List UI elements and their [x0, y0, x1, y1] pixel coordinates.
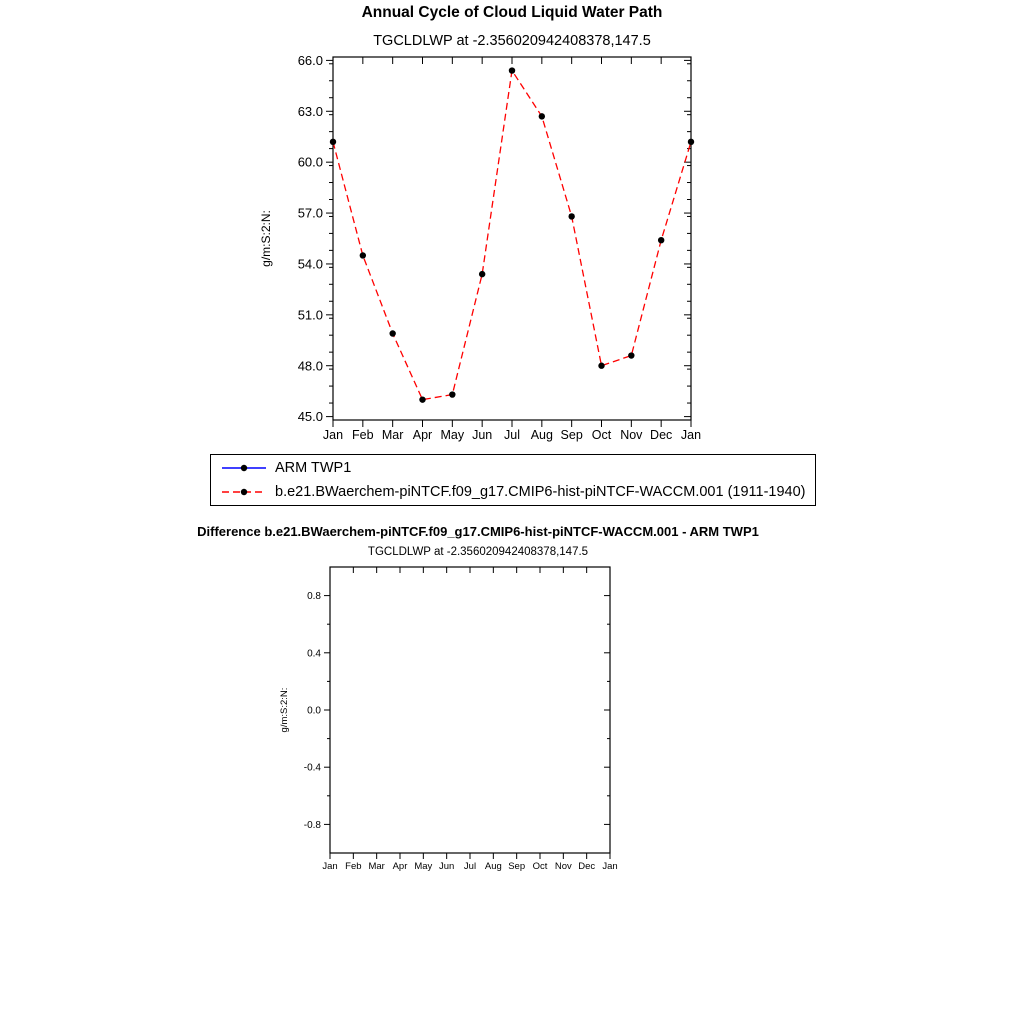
svg-text:Jun: Jun [472, 428, 493, 442]
legend-marker-solid-line-icon [219, 461, 269, 475]
svg-text:Oct: Oct [591, 428, 612, 442]
svg-text:Nov: Nov [554, 861, 572, 872]
svg-text:54.0: 54.0 [297, 256, 323, 272]
svg-text:Sep: Sep [508, 861, 526, 872]
svg-text:g/m:S:2:N:: g/m:S:2:N: [279, 687, 290, 733]
difference-title: Difference b.e21.BWaerchem-piNTCF.f09_g17.CMIP6-hist-piNTCF-WACCM.001 - ARM TWP1 [197, 524, 759, 539]
svg-text:Jun: Jun [439, 861, 455, 872]
legend-box [210, 454, 816, 506]
legend-label-arm-twp1: ARM TWP1 [275, 460, 352, 476]
annual-cycle-title: Annual Cycle of Cloud Liquid Water Path [361, 4, 663, 21]
svg-text:Mar: Mar [381, 428, 404, 442]
svg-text:Dec: Dec [578, 861, 596, 872]
svg-text:-0.4: -0.4 [303, 762, 321, 774]
svg-text:Aug: Aug [484, 861, 502, 872]
svg-text:51.0: 51.0 [297, 307, 323, 323]
svg-text:63.0: 63.0 [297, 103, 323, 119]
svg-text:Jan: Jan [680, 428, 702, 442]
svg-text:May: May [414, 861, 433, 872]
annual-cycle-plot [250, 50, 720, 450]
svg-text:Oct: Oct [532, 861, 548, 872]
legend-label-model: b.e21.BWaerchem-piNTCF.f09_g17.CMIP6-hist-piNTCF-WACCM.001 (1911-1940) [275, 484, 806, 500]
svg-text:66.0: 66.0 [297, 52, 323, 68]
svg-text:Jan: Jan [322, 428, 344, 442]
svg-text:60.0: 60.0 [297, 154, 323, 170]
legend-entry-model [219, 480, 815, 504]
difference-plot [270, 560, 630, 880]
svg-text:-0.8: -0.8 [303, 819, 321, 831]
svg-text:0.0: 0.0 [307, 705, 321, 717]
svg-text:48.0: 48.0 [297, 358, 323, 374]
svg-text:Jan: Jan [602, 861, 618, 872]
annual-cycle-subtitle: TGCLDLWP at -2.356020942408378,147.5 [373, 33, 651, 49]
svg-text:g/m:S:2:N:: g/m:S:2:N: [259, 210, 273, 267]
svg-text:Sep: Sep [560, 428, 583, 442]
svg-text:57.0: 57.0 [297, 205, 323, 221]
svg-text:Feb: Feb [345, 861, 362, 872]
svg-text:0.4: 0.4 [307, 648, 321, 660]
legend-entry-arm-twp1 [219, 456, 815, 480]
svg-text:Mar: Mar [368, 861, 385, 872]
svg-text:Feb: Feb [352, 428, 374, 442]
svg-text:Jul: Jul [504, 428, 520, 442]
svg-text:Apr: Apr [412, 428, 433, 442]
svg-text:Apr: Apr [392, 861, 408, 872]
svg-text:May: May [440, 428, 465, 442]
svg-text:Nov: Nov [620, 428, 643, 442]
legend-marker-dashed-line-icon [219, 485, 269, 499]
svg-text:Aug: Aug [530, 428, 553, 442]
svg-text:45.0: 45.0 [297, 409, 323, 425]
svg-text:Jul: Jul [463, 861, 477, 872]
difference-subtitle: TGCLDLWP at -2.356020942408378,147.5 [367, 546, 589, 558]
svg-text:Dec: Dec [650, 428, 673, 442]
svg-text:Jan: Jan [322, 861, 338, 872]
svg-text:0.8: 0.8 [307, 591, 321, 603]
